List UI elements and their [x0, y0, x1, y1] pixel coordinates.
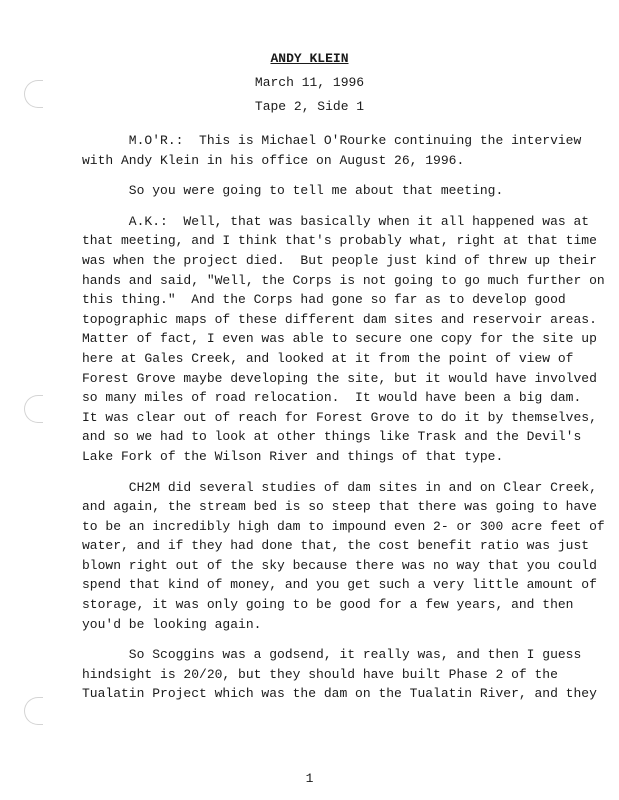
text-line: to be an incredibly high dam to impound even 2- or 300 acre feet of [82, 518, 605, 534]
paragraph-gap [82, 170, 542, 181]
text-line: So Scoggins was a godsend, it really was, and then I guess [82, 647, 582, 663]
text-line: Matter of fact, I even was able to secure one copy for the site up [82, 331, 597, 347]
text-line: spend that kind of money, and you get such a very little amount of [82, 577, 597, 593]
text-line: water, and if they had done that, the cost benefit ratio was just [82, 538, 590, 554]
text-line: Tualatin Project which was the dam on the Tualatin River, and they [82, 686, 597, 702]
text-line: here at Gales Creek, and looked at it from the point of view of [82, 350, 574, 366]
text-line: Lake Fork of the Wilson River and things of that type. [82, 448, 504, 464]
text-line: blown right out of the sky because there was no way that you could [82, 557, 597, 573]
text-line: and again, the stream bed is so steep that there was going to have [82, 499, 597, 515]
transcript-body [82, 131, 605, 704]
text-line: hindsight is 20/20, but they should have built Phase 2 of the [82, 666, 558, 682]
interview-date: March 11, 1996 [254, 75, 365, 90]
binder-hole [24, 395, 43, 423]
text-line: So you were going to tell me about that meeting. [82, 183, 504, 199]
text-line: It was clear out of reach for Forest Grove to do it by themselves, [82, 409, 597, 425]
text-line: was when the project died. But people just kind of threw up their [82, 252, 597, 268]
interviewee-name: ANDY KLEIN [270, 51, 349, 66]
paragraph [82, 478, 605, 635]
binder-hole [24, 697, 43, 725]
text-line: so many miles of road relocation. It would have been a big dam. [82, 390, 582, 406]
paragraph-gap [82, 467, 542, 478]
text-line: A.K.: Well, that was basically when it all happened was at [82, 213, 590, 229]
text-line: with Andy Klein in his office on August 26, 1996. [82, 152, 465, 168]
paragraph [82, 131, 582, 170]
text-line: Forest Grove maybe developing the site, but it would have involved [82, 370, 597, 386]
text-line: topographic maps of these different dam sites and reservoir areas. [82, 311, 597, 327]
text-line: storage, it was only going to be good for a few years, and then [82, 597, 574, 613]
paragraph [82, 181, 542, 201]
paragraph-gap [82, 634, 542, 645]
text-line: hands and said, "Well, the Corps is not going to go much further on [82, 272, 605, 288]
text-line: that meeting, and I think that's probably what, right at that time [82, 233, 597, 249]
page-number: 1 [305, 771, 314, 786]
tape-side: Tape 2, Side 1 [254, 99, 365, 114]
text-line: you'd be looking again. [82, 616, 262, 632]
paragraph [82, 645, 597, 704]
text-line: and so we had to look at other things like Trask and the Devil's [82, 429, 582, 445]
text-line: CH2M did several studies of dam sites in and on Clear Creek, [82, 479, 597, 495]
paragraph [82, 212, 605, 467]
text-line: M.O'R.: This is Michael O'Rourke continuing the interview [82, 133, 582, 148]
paragraph-gap [82, 201, 542, 212]
text-line: this thing." And the Corps had gone so far as to develop good [82, 292, 566, 308]
